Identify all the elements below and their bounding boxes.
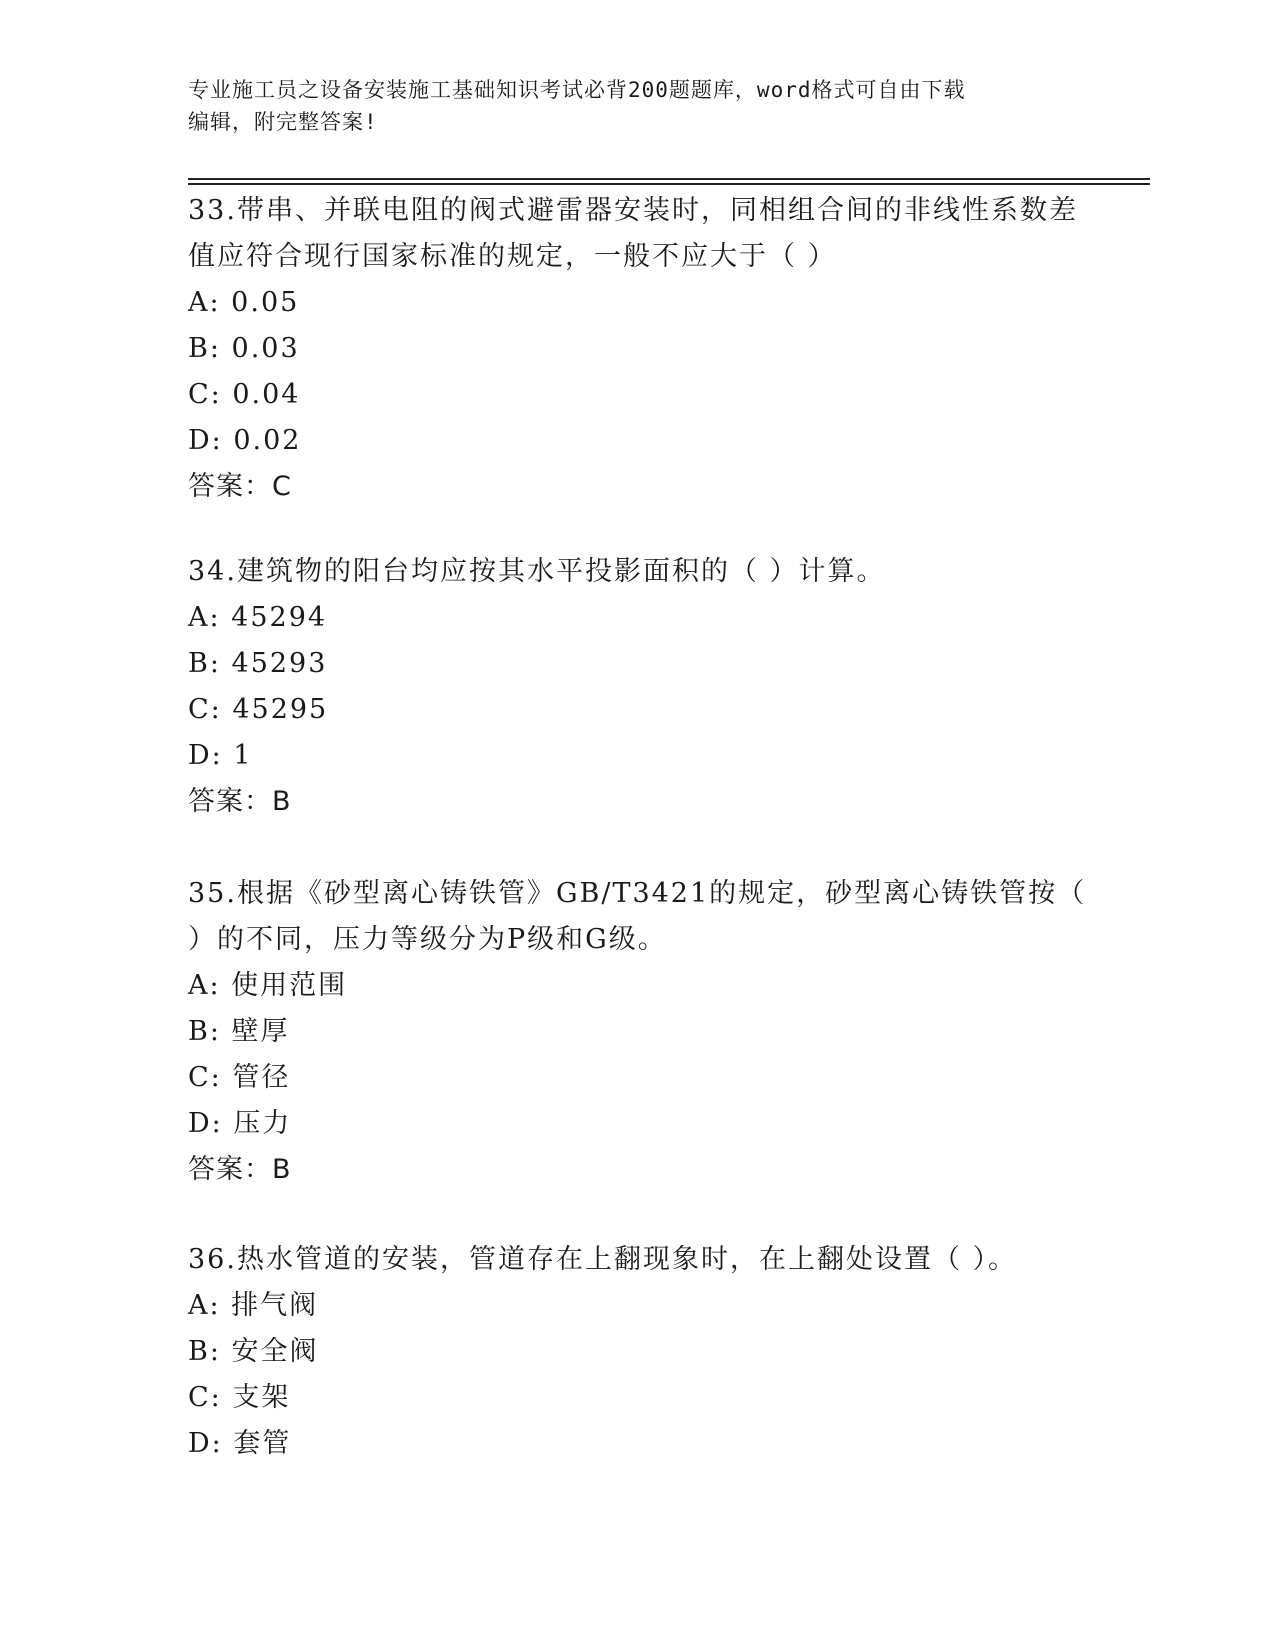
question-stem-line-1: 36.热水管道的安装，管道存在上翻现象时，在上翻处设置（ ）。 [188, 1244, 1018, 1275]
option-d: D: 1 [188, 740, 253, 771]
option-b: B: 45293 [188, 648, 328, 679]
option-d: D: 套管 [188, 1428, 292, 1459]
question-stem-line-2: ）的不同，压力等级分为P级和G级。 [188, 924, 667, 955]
option-b: B: 壁厚 [188, 1016, 290, 1047]
option-d: D: 0.02 [188, 425, 302, 456]
option-a: A: 45294 [188, 602, 328, 633]
answer: 答案：B [188, 1154, 292, 1185]
option-b: B: 安全阀 [188, 1336, 319, 1367]
header-line-1: 专业施工员之设备安装施工基础知识考试必背200题题库，word格式可自由下载 [188, 78, 966, 102]
option-c: C: 管径 [188, 1062, 291, 1093]
question-36 [188, 1237, 1088, 1467]
question-stem-line-2: 值应符合现行国家标准的规定，一般不应大于（ ） [188, 241, 837, 272]
option-c: C: 支架 [188, 1382, 291, 1413]
question-stem-line-1: 33.带串、并联电阻的阀式避雷器安装时，同相组合间的非线性系数差 [188, 195, 1078, 226]
option-a: A: 排气阀 [188, 1290, 319, 1321]
question-34 [188, 549, 1088, 825]
option-a: A: 0.05 [188, 287, 300, 318]
option-c: C: 45295 [188, 694, 329, 725]
option-a: A: 使用范围 [188, 970, 348, 1001]
option-c: C: 0.04 [188, 379, 301, 410]
answer: 答案：B [188, 786, 292, 817]
header-line-2: 编辑，附完整答案! [188, 110, 378, 134]
header-divider-top [188, 178, 1150, 180]
question-stem-line-1: 35.根据《砂型离心铸铁管》GB/T3421的规定，砂型离心铸铁管按（ [188, 878, 1087, 909]
document-header [188, 74, 1068, 138]
question-33 [188, 188, 1088, 510]
option-b: B: 0.03 [188, 333, 300, 364]
answer: 答案：C [188, 471, 292, 502]
option-d: D: 压力 [188, 1108, 292, 1139]
question-35 [188, 871, 1088, 1193]
question-stem-line-1: 34.建筑物的阳台均应按其水平投影面积的（ ）计算。 [188, 556, 886, 587]
header-divider-bottom [188, 183, 1150, 185]
